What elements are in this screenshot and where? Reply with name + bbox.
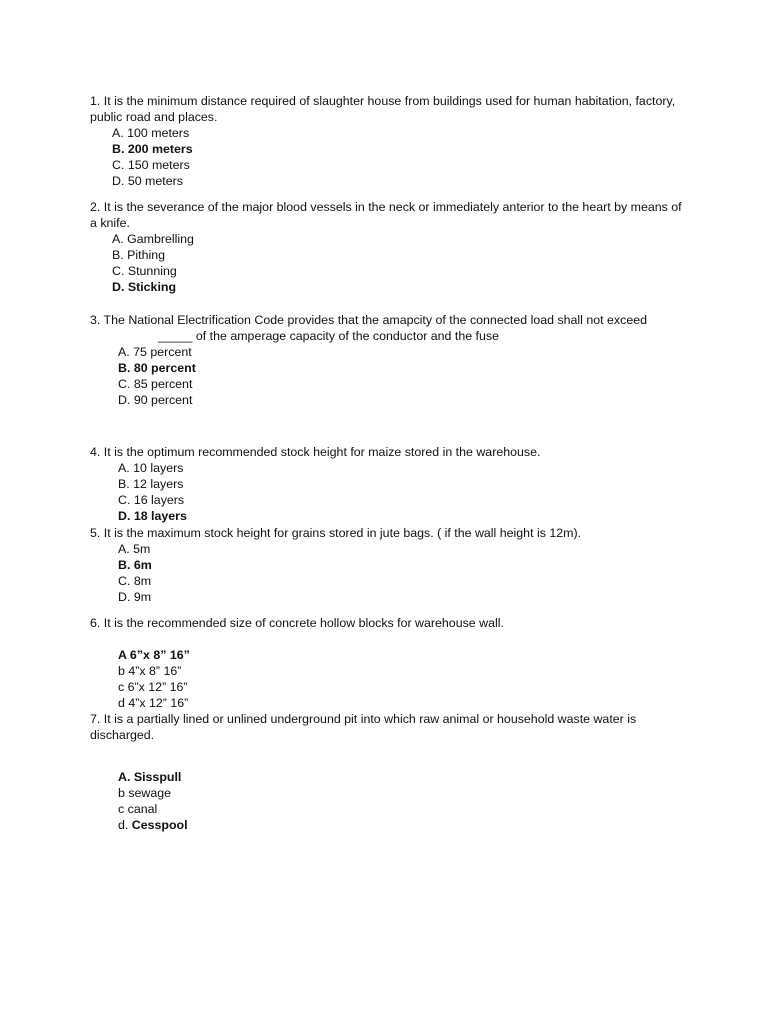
answer-options [90,769,690,833]
answer-options [90,460,690,524]
question-stem: 1. It is the minimum distance required of slaughter house from buildings used for human habitation, factory, public road and places. [90,94,676,124]
question-stem: 3. The National Electrification Code provides that the amapcity of the connected load shall not exceed [90,313,647,327]
option-c: C. 16 layers [118,493,185,507]
question-stem: 5. It is the maximum stock height for grains stored in jute bags. ( if the wall height is 12m). [90,526,582,540]
option-c: C. Stunning [112,264,177,278]
option-a: A. 5m [118,542,151,556]
option-a: A. 10 layers [118,461,184,475]
question-1 [90,93,690,189]
answer-options [90,647,690,711]
option-b-correct: B. 80 percent [118,361,196,375]
option-d-correct: D. 18 layers [118,509,187,523]
option-a: A. 100 meters [112,126,190,140]
option-b: b sewage [118,786,172,800]
question-5 [90,525,690,605]
question-3 [90,312,690,408]
answer-options [90,541,690,605]
option-c: C. 85 percent [118,377,193,391]
option-b: B. 12 layers [118,477,184,491]
option-a-correct: A. Sisspull [118,770,182,784]
option-d-correct-text: Cesspool [131,818,188,832]
option-d: D. 50 meters [112,174,183,188]
option-b-correct: B. 6m [118,558,152,572]
option-a: A. Gambrelling [112,232,194,246]
question-7 [90,711,690,833]
option-d: D. 9m [118,590,152,604]
question-6 [90,615,690,711]
option-c: c 6”x 12” 16” [118,680,188,694]
question-2 [90,199,690,295]
option-b-correct: B. 200 meters [112,142,193,156]
question-stem: 2. It is the severance of the major blood vessels in the neck or immediately anterior to the heart by means of a knife. [90,200,682,230]
question-stem: 6. It is the recommended size of concrete hollow blocks for warehouse wall. [90,616,504,630]
option-d-correct: D. Sticking [112,280,177,294]
question-stem-continuation: _____ of the amperage capacity of the conductor and the fuse [158,329,499,343]
option-a: A. 75 percent [118,345,192,359]
option-c: C. 8m [118,574,152,588]
option-d [118,817,690,833]
answer-options [90,231,690,295]
question-stem: 7. It is a partially lined or unlined underground pit into which raw animal or household waste water is discharged. [90,712,637,742]
option-letter: d. [118,818,132,832]
option-a-correct: A 6”x 8” 16” [118,648,190,662]
answer-options [90,344,690,408]
option-c: C. 150 meters [112,158,190,172]
question-4 [90,444,690,524]
option-d: D. 90 percent [118,393,193,407]
option-b: B. Pithing [112,248,166,262]
option-c: c canal [118,802,158,816]
option-b: b 4”x 8” 16” [118,664,182,678]
answer-options [90,125,690,189]
question-stem: 4. It is the optimum recommended stock height for maize stored in the warehouse. [90,445,541,459]
option-d: d 4”x 12” 16” [118,696,189,710]
